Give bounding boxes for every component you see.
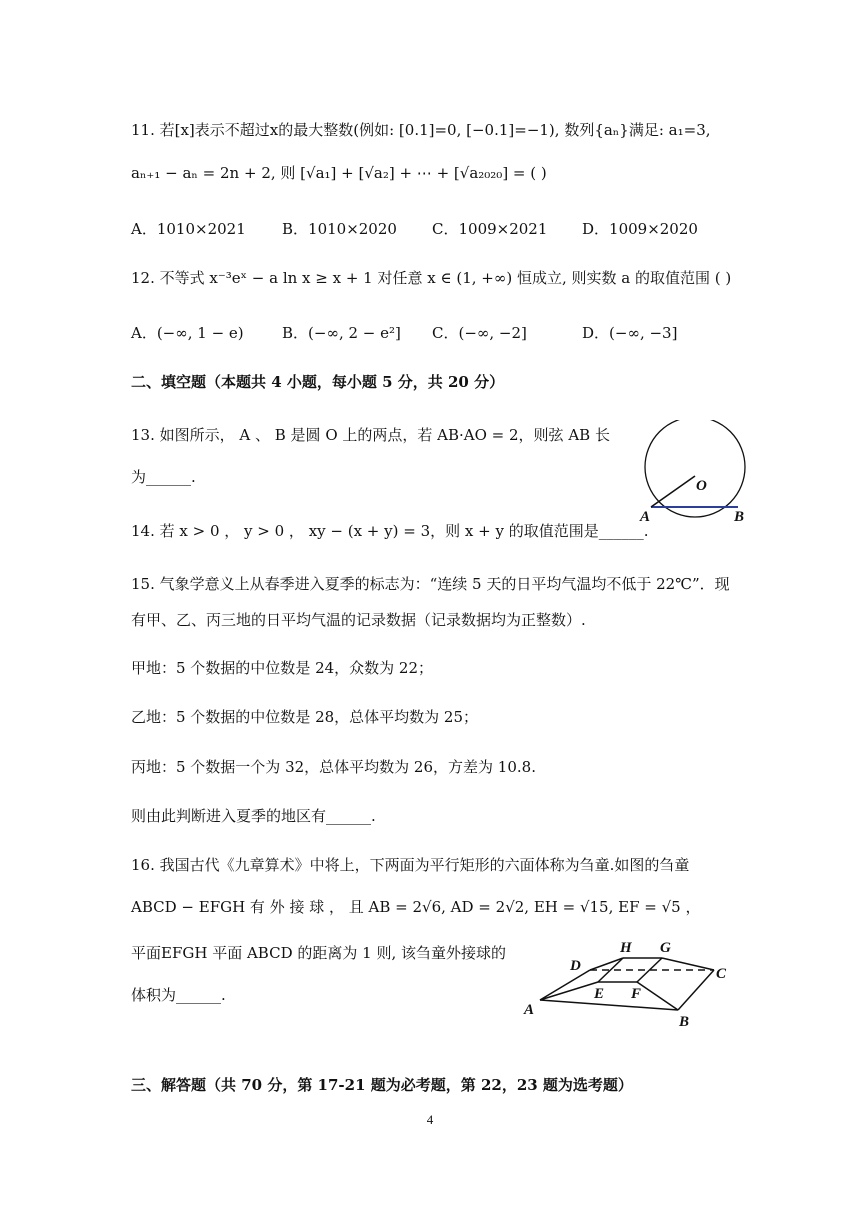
- edge-ae: [540, 982, 598, 1000]
- label-c: C: [716, 966, 727, 982]
- q15-line3: 甲地：5 个数据的中位数是 24，众数为 22；: [131, 659, 434, 677]
- page-number: 4: [426, 1112, 434, 1127]
- label-g: G: [660, 940, 671, 956]
- q12-option-d: D．(−∞, −3]: [582, 324, 678, 342]
- label-a: A: [640, 509, 651, 525]
- q11-option-b: B．1010×2020: [282, 220, 397, 238]
- circle-o: [645, 420, 745, 517]
- q11-line1: 11. 若[x]表示不超过x的最大整数(例如: [0.1]=0, [−0.1]=−1), 数列{aₙ}满足: a₁=3,: [131, 121, 711, 139]
- q11-option-c: C．1009×2021: [432, 220, 548, 238]
- label-b: B: [734, 509, 745, 525]
- edge-ab: [540, 1000, 678, 1010]
- q13-line1: 13. 如图所示， A 、 B 是圆 O 上的两点，若 AB·AO = 2，则弦 AB 长: [131, 426, 610, 444]
- edge-cg: [662, 958, 714, 970]
- edge-bc: [678, 970, 714, 1010]
- q15-line4: 乙地：5 个数据的中位数是 28，总体平均数为 25；: [131, 708, 479, 726]
- edge-bf: [637, 982, 678, 1010]
- q11-option-a: A．1010×2021: [131, 220, 246, 238]
- q15-line1: 15. 气象学意义上从春季进入夏季的标志为：“连续 5 天的日平均气温均不低于 22℃”．现: [131, 575, 730, 593]
- circle-figure: [636, 420, 766, 530]
- label-b: B: [679, 1014, 690, 1028]
- label-f: F: [631, 986, 642, 1002]
- q15-line2: 有甲、乙、丙三地的日平均气温的记录数据（记录数据均为正整数）.: [131, 611, 586, 629]
- q12-option-a: A．(−∞, 1 − e): [131, 324, 244, 342]
- q13-line2: 为______.: [131, 468, 196, 486]
- q14-line1: 14. 若 x > 0 ， y > 0 ， xy − (x + y) = 3，则 x + y 的取值范围是______.: [131, 522, 649, 540]
- label-a: A: [524, 1002, 535, 1018]
- q15-line5: 丙地：5 个数据一个为 32，总体平均数为 26，方差为 10.8.: [131, 758, 536, 776]
- q16-line1: 16. 我国古代《九章算术》中将上，下两面为平行矩形的六面体称为刍童.如图的刍童: [131, 856, 690, 874]
- q12-line1: 12. 不等式 x⁻³eˣ − a ln x ≥ x + 1 对任意 x ∈ (1, +∞) 恒成立, 则实数 a 的取值范围 ( ): [131, 269, 732, 287]
- radius-ao: [651, 476, 695, 507]
- frustum-figure: [520, 938, 740, 1028]
- label-d: D: [570, 958, 581, 974]
- section-3-heading: 三、解答题（共 70 分，第 17-21 题为必考题，第 22，23 题为选考题）: [131, 1076, 633, 1094]
- q12-option-b: B．(−∞, 2 − e²]: [282, 324, 401, 342]
- q16-line4: 体积为______.: [131, 986, 226, 1004]
- label-o: O: [696, 478, 707, 494]
- q16-line3: 平面EFGH 平面 ABCD 的距离为 1 则, 该刍童外接球的: [131, 944, 506, 962]
- q11-line2: aₙ₊₁ − aₙ = 2n + 2, 则 [√a₁] + [√a₂] + ⋯ + [√a₂₀₂₀] = ( ): [131, 164, 547, 182]
- q12-option-c: C．(−∞, −2]: [432, 324, 527, 342]
- q16-line2: ABCD − EFGH 有 外 接 球 ， 且 AB = 2√6, AD = 2√2, EH = √15, EF = √5 ，: [131, 898, 701, 916]
- edge-dh: [590, 958, 623, 970]
- edge-ad: [540, 970, 590, 1000]
- label-h: H: [620, 940, 632, 956]
- q11-option-d: D．1009×2020: [582, 220, 698, 238]
- label-e: E: [594, 986, 605, 1002]
- q15-line6: 则由此判断进入夏季的地区有______.: [131, 807, 376, 825]
- section-2-heading: 二、填空题（本题共 4 小题，每小题 5 分，共 20 分）: [131, 373, 505, 391]
